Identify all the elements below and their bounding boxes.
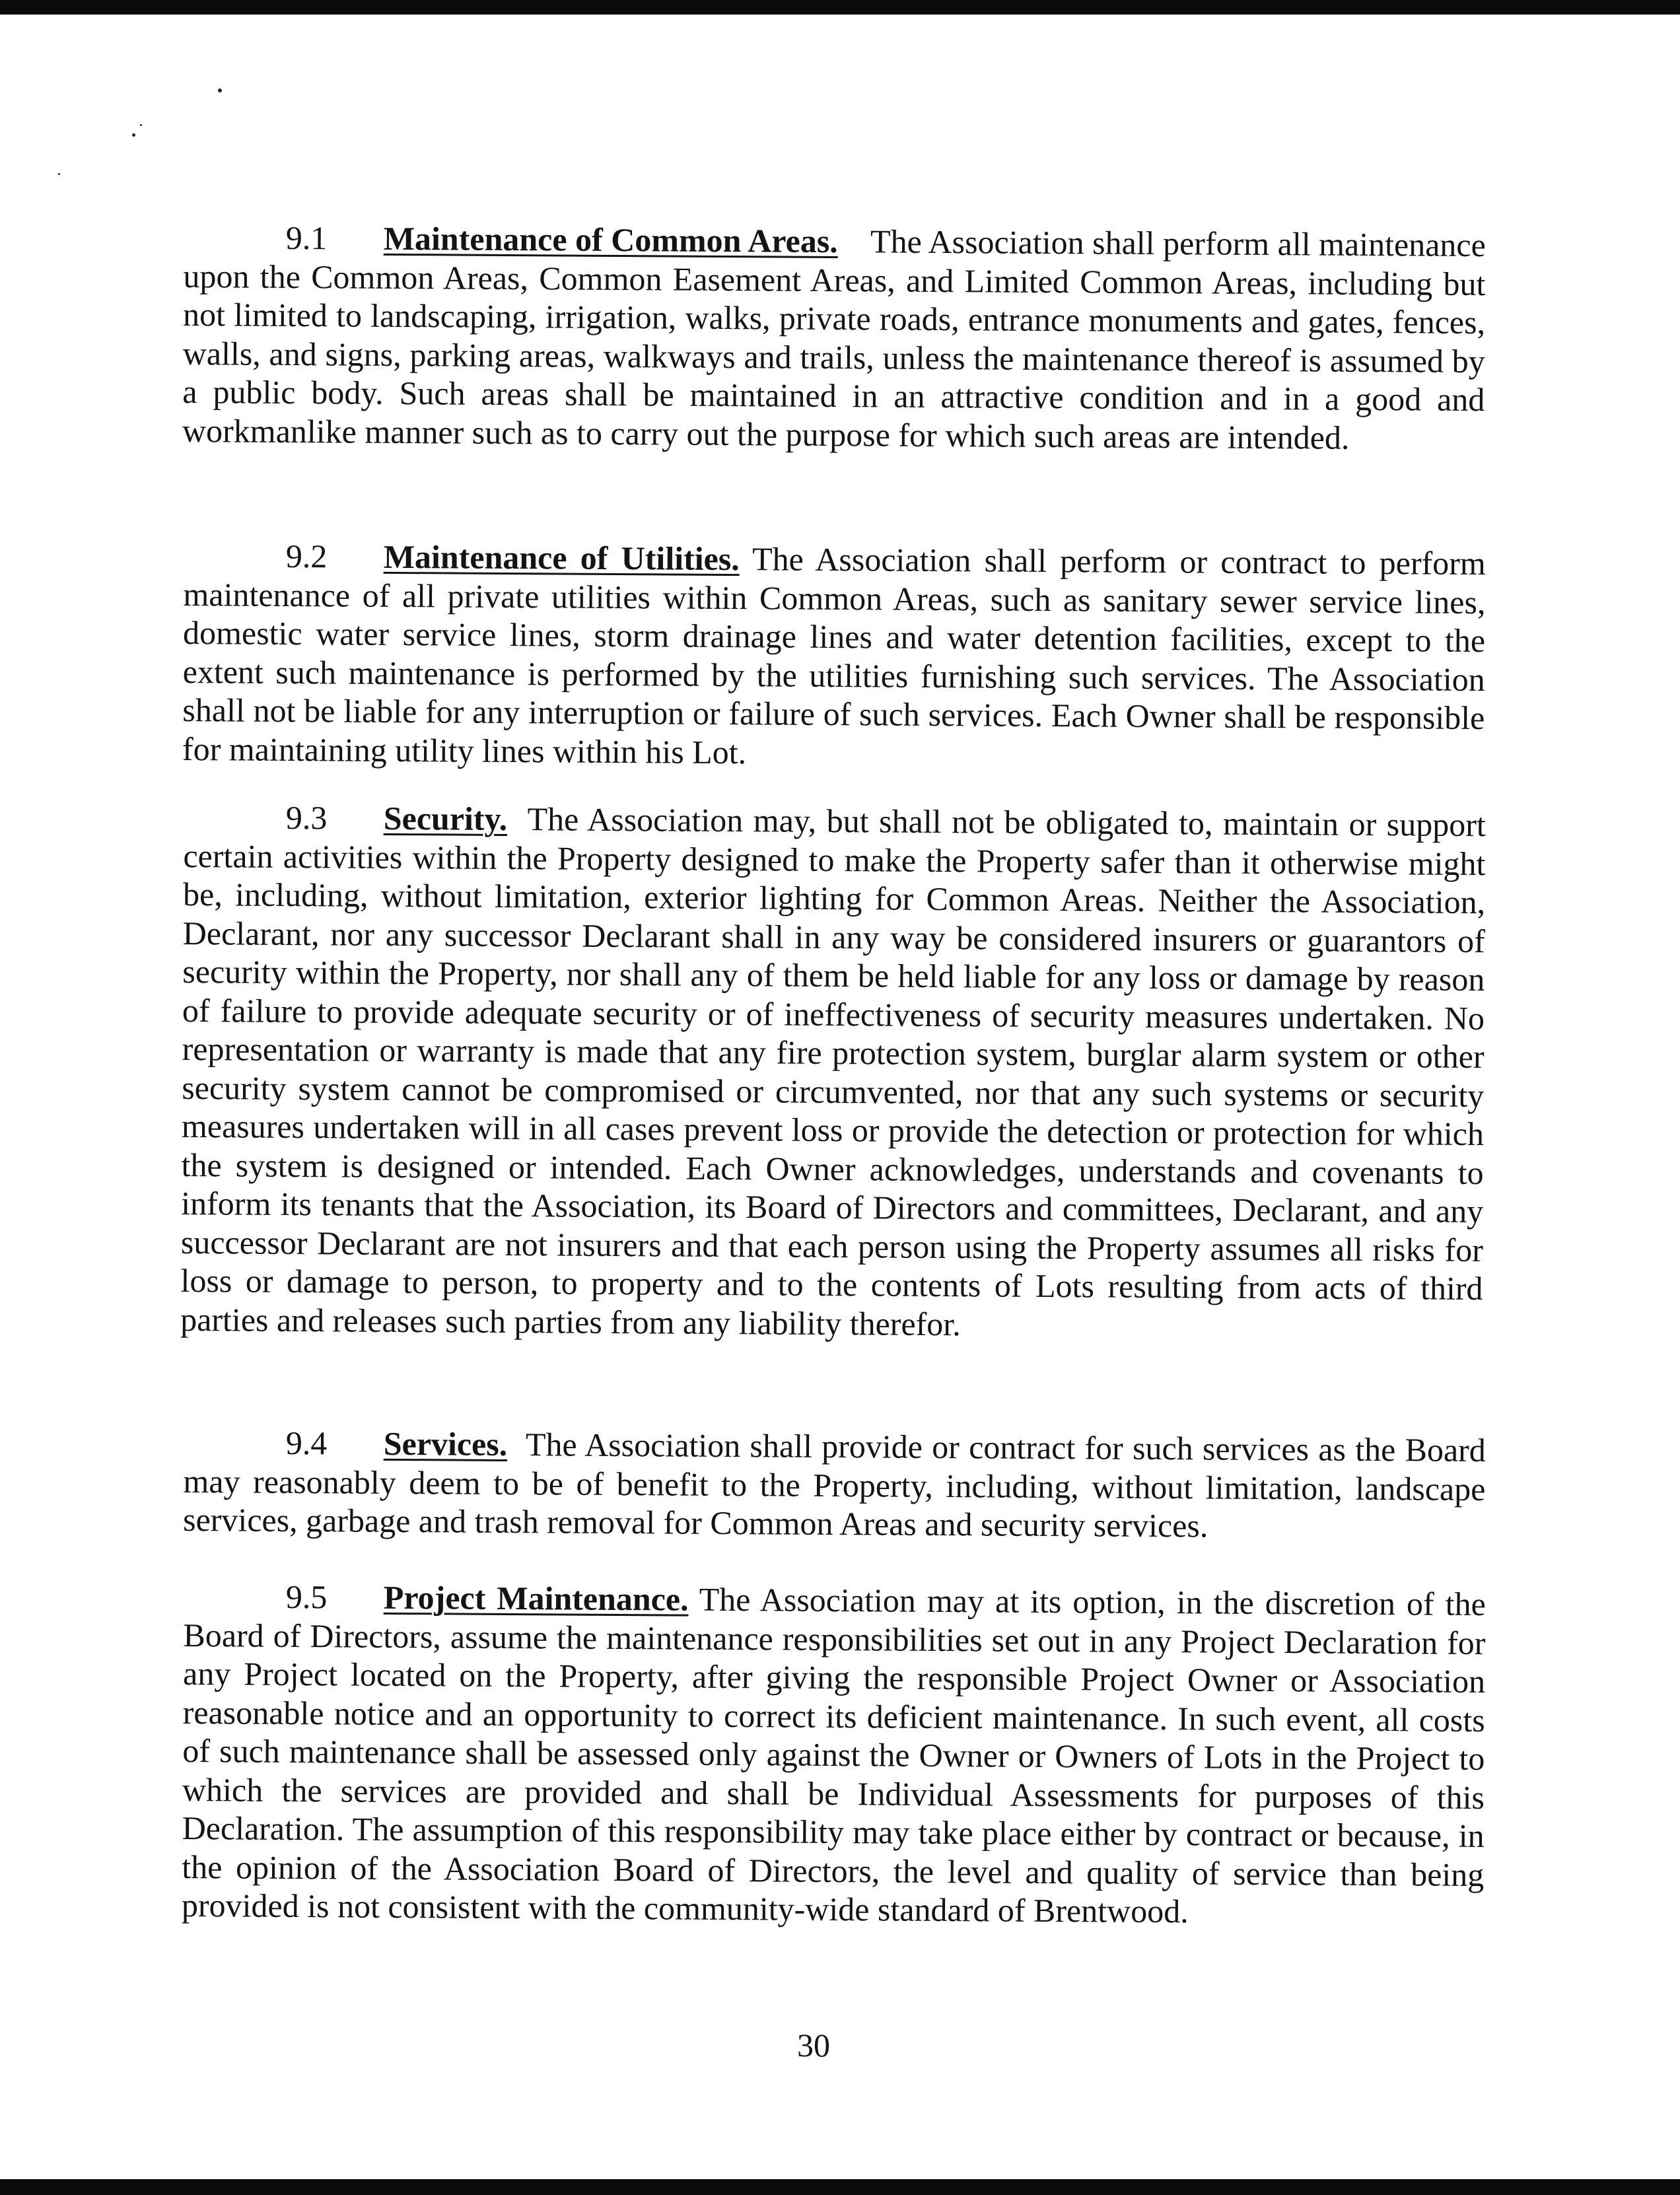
section-paragraph <box>183 1423 1486 1547</box>
section-heading: Maintenance of Utilities. <box>383 538 740 578</box>
section-9-1 <box>182 218 1486 458</box>
scan-speck <box>140 124 142 126</box>
section-body: The Association may at its option, in the discretion of the Board of Directors, assume the maintenance responsibilities set out in any Project Declaration for any Project located on the Property, after giving the responsible Project Owner or Association reasonable notice and an opportunity to correct its deficient maintenance. In such event, all costs of such maintenance shall be assessed only against the Owner or Owners of Lots in the Project to which the services are provided and shall be Individual Assessments for purposes of this Declaration. The assumption of this responsibility may take place either by contract or because, in the opinion of the Association Board of Directors, the level and quality of service than being provided is not consistent with the community-wide standard of Brentwood. <box>181 1580 1486 1930</box>
scan-top-border <box>0 0 1680 15</box>
section-paragraph <box>180 798 1486 1346</box>
section-number: 9.5 <box>285 1578 328 1616</box>
page-number: 30 <box>797 2027 830 2064</box>
section-number: 9.3 <box>285 798 328 837</box>
scan-speck <box>218 88 222 92</box>
section-body: The Association shall perform or contract to perform maintenance of all private utilities within Common Areas, such as sanitary sewer service lines, domestic water service lines, storm drainage lines and water detention facilities, except to the extent such maintenance is performed by the utilities furnishing such services. The Association shall not be liable for any interruption or failure of such services. Each Owner shall be responsible for maintaining utility lines within his Lot. <box>182 540 1486 771</box>
scan-bottom-border <box>0 2179 1680 2195</box>
scan-speck <box>132 133 135 137</box>
section-number: 9.2 <box>285 537 328 575</box>
section-paragraph <box>182 1577 1486 1933</box>
section-body: The Association shall provide or contract for such services as the Board may reasonably deem to be of benefit to the Property, including, without limitation, landscape services, garbage and trash removal for Common Areas and security services. <box>182 1426 1486 1545</box>
section-paragraph <box>182 536 1486 776</box>
section-body: The Association shall perform all maintenance upon the Common Areas, Common Easement Areas, and Limited Common Areas, including but not limited to landscaping, irrigation, walks, private roads, entrance monuments and gates, fences, walls, and signs, parking areas, walkways and trails, unless the maintenance thereof is assumed by a public body. Such areas shall be maintained in an attractive condition and in a good and workmanlike manner such as to carry out the purpose for which such areas are intended. <box>182 223 1486 456</box>
section-heading: Security. <box>383 799 508 837</box>
section-heading: Project Maintenance. <box>383 1578 689 1618</box>
section-9-2 <box>182 536 1486 776</box>
section-paragraph <box>182 218 1486 458</box>
section-9-4 <box>183 1423 1486 1547</box>
section-heading: Maintenance of Common Areas. <box>383 219 838 260</box>
section-number: 9.1 <box>285 219 328 257</box>
section-heading: Services. <box>383 1424 508 1463</box>
scan-speck <box>58 173 60 175</box>
section-9-5 <box>182 1577 1486 1933</box>
section-9-3 <box>180 798 1486 1346</box>
section-number: 9.4 <box>285 1424 328 1462</box>
section-body: The Association may, but shall not be obligated to, maintain or support certain activities within the Property designed to make the Property safer than it otherwise might be, including, without limitation, exterior lighting for Common Areas. Neither the Association, Declarant, nor any successor Declarant shall in any way be considered insurers or guarantors of security within the Property, nor shall any of them be held liable for any loss or damage by reason of failure to provide adequate security or of ineffectiveness of security measures undertaken. No representation or warranty is made that any fire protection system, burglar alarm system or other security system cannot be compromised or circumvented, nor that any such systems or security measures undertaken will in all cases prevent loss or provide the detection or protection for which the system is designed or intended. Each Owner acknowledges, understands and covenants to inform its tenants that the Association, its Board of Directors and committees, Declarant, and any successor Declarant are not insurers and that each person using the Property assumes all risks for loss or damage to person, to property and to the contents of Lots resulting from acts of third parties and releases such parties from any liability therefor. <box>180 800 1486 1342</box>
